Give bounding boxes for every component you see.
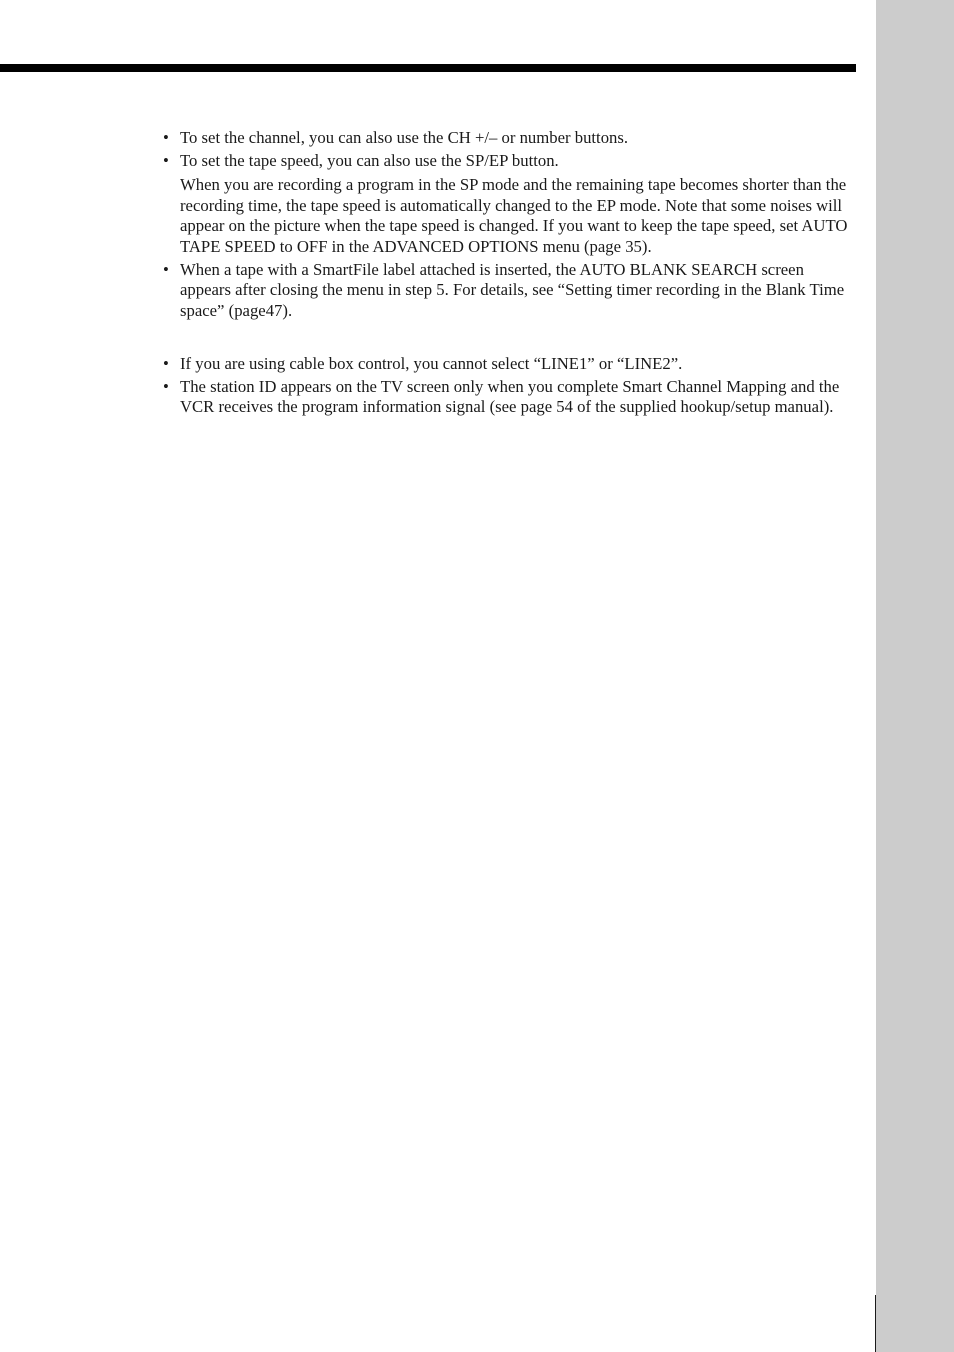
list-item xyxy=(163,377,856,418)
side-tab xyxy=(876,0,954,1352)
spacer xyxy=(163,324,856,354)
bullet: • xyxy=(163,353,169,373)
notes-list-2 xyxy=(163,354,856,418)
list-item xyxy=(163,354,856,375)
bullet: • xyxy=(163,376,169,396)
notes-list-1 xyxy=(163,128,856,321)
list-item xyxy=(163,151,856,257)
list-item xyxy=(163,128,856,149)
note-text: To set the channel, you can also use the CH +/– or number buttons. xyxy=(180,128,629,147)
note-text: The station ID appears on the TV screen only when you complete Smart Channel Mapping and the VCR receives the program information signal (see page 54 of the supplied hookup/setup manual). xyxy=(180,376,840,416)
note-text: When a tape with a SmartFile label attached is inserted, the AUTO BLANK SEARCH screen appears after closing the menu in step 5. For details, see “Setting timer recording in the Blank Time space” (page47). xyxy=(180,259,845,320)
bullet: • xyxy=(163,128,169,147)
page-content xyxy=(163,128,856,420)
note-text: To set the tape speed, you can also use the SP/EP button. xyxy=(180,151,559,170)
list-item xyxy=(163,260,856,322)
header-rule xyxy=(0,64,856,72)
note-text-continuation: When you are recording a program in the SP mode and the remaining tape becomes shorter than the recording time, the tape speed is automatically changed to the EP mode. Note that some noises will appear on the picture when the tape speed is changed. If you want to keep the tape speed, set AUTO TAPE SPEED to OFF in the ADVANCED OPTIONS menu (page 35). xyxy=(180,175,848,256)
side-tab-marker xyxy=(875,1295,876,1352)
bullet: • xyxy=(163,259,169,279)
bullet: • xyxy=(163,151,169,170)
note-text: If you are using cable box control, you cannot select “LINE1” or “LINE2”. xyxy=(180,353,683,373)
